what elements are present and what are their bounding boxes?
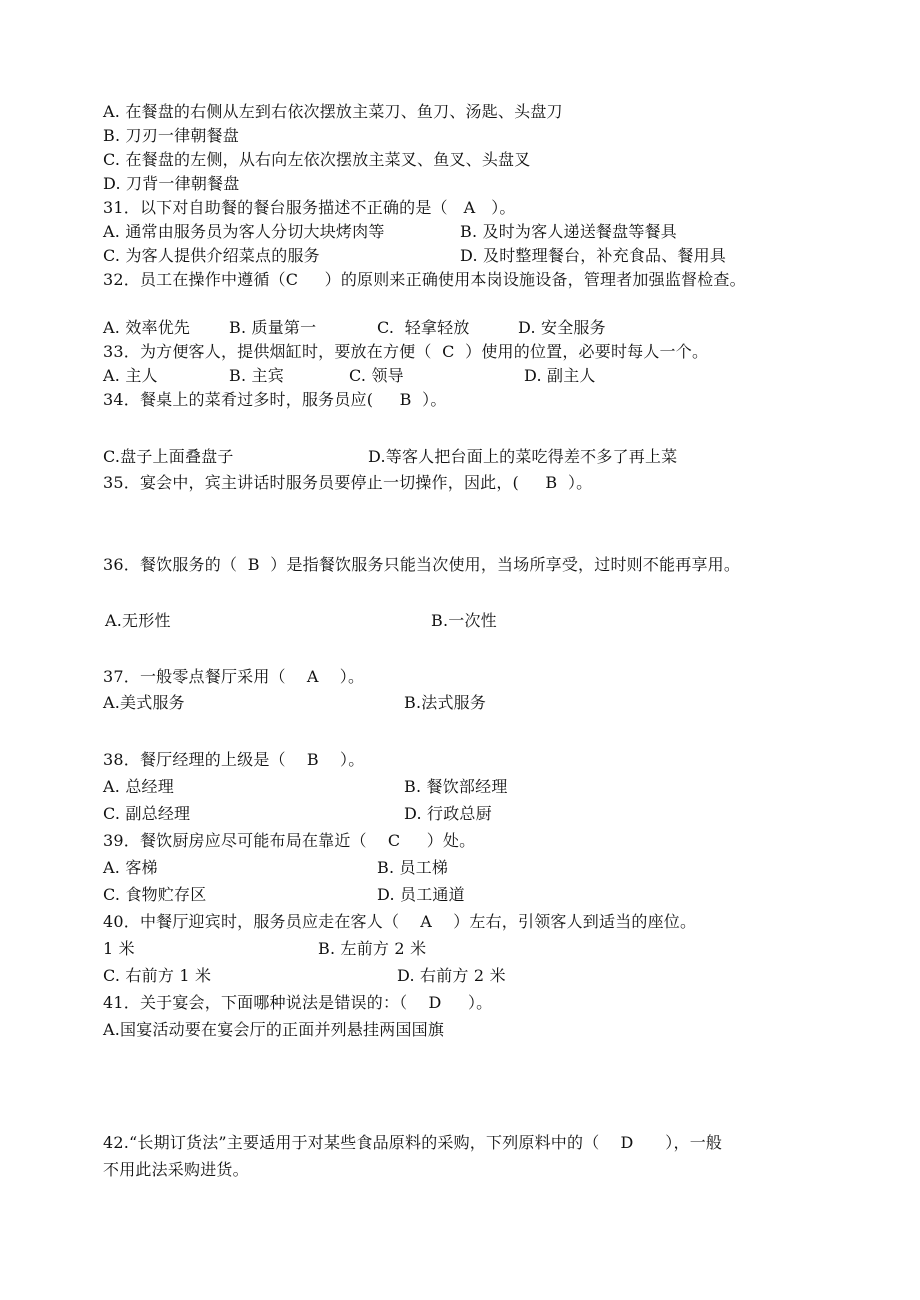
q31-option-b: B. 及时为客人递送餐盘等餐具 [460,222,677,241]
q42-stem-line2: 不用此法采购进货。 [103,1160,249,1179]
q39-option-c: C. 食物贮存区 [103,885,207,904]
q30-option-d: D. 刀背一律朝餐盘 [103,174,240,193]
q37-stem: 37．一般零点餐厅采用（ A ）。 [103,667,365,686]
q36-option-b: B.一次性 [431,611,497,630]
q42-stem-line1: 42.“长期订货法”主要适用于对某些食品原料的采购，下列原料中的（ D ），一般 [103,1133,723,1152]
q30-option-b: B. 刀刃一律朝餐盘 [103,126,239,145]
q38-option-c: C. 副总经理 [103,804,191,823]
q39-option-a: A. 客梯 [103,858,158,877]
q30-option-a: A. 在餐盘的右侧从左到右依次摆放主菜刀、鱼刀、汤匙、头盘刀 [103,102,563,121]
q39-option-d: D. 员工通道 [377,885,465,904]
q31-option-c: C. 为客人提供介绍菜点的服务 [103,246,320,265]
q38-option-a: A. 总经理 [103,777,174,796]
q40-option-c: C. 右前方 1 米 [103,966,212,985]
q39-stem: 39．餐饮厨房应尽可能布局在靠近（ C ）处。 [103,831,476,850]
q37-option-b: B.法式服务 [404,693,487,712]
q38-option-b: B. 餐饮部经理 [404,777,508,796]
q37-option-a: A.美式服务 [103,693,185,712]
q32-option-b: B. 质量第一 [229,318,317,337]
q32-option-c: C. 轻拿轻放 [377,318,470,337]
q34-option-d: D.等客人把台面上的菜吃得差不多了再上菜 [368,447,678,466]
q38-option-d: D. 行政总厨 [404,804,492,823]
q36-option-a: A.无形性 [105,611,171,630]
q40-option-a: 1 米 [103,939,135,958]
q33-option-a: A. 主人 [103,366,158,385]
q40-stem: 40．中餐厅迎宾时，服务员应走在客人（ A ）左右，引领客人到适当的座位。 [103,912,697,931]
q40-option-d: D. 右前方 2 米 [397,966,506,985]
q32-stem: 32．员工在操作中遵循（C ）的原则来正确使用本岗设施设备，管理者加强监督检查。 [103,270,746,289]
q33-option-c: C. 领导 [349,366,404,385]
q31-option-d: D. 及时整理餐台，补充食品、餐用具 [460,246,727,265]
q35-stem: 35．宴会中，宾主讲话时服务员要停止一切操作，因此，( B ）。 [103,473,593,492]
q32-option-a: A. 效率优先 [103,318,191,337]
q38-stem: 38．餐厅经理的上级是（ B ）。 [103,750,365,769]
q32-option-d: D. 安全服务 [518,318,606,337]
q36-stem: 36．餐饮服务的（ B ）是指餐饮服务只能当次使用，当场所享受，过时则不能再享用。 [103,555,741,574]
q41-option-a: A.国宴活动要在宴会厅的正面并列悬挂两国国旗 [103,1020,445,1039]
q33-option-b: B. 主宾 [229,366,284,385]
q31-option-a: A. 通常由服务员为客人分切大块烤肉等 [103,222,385,241]
q30-option-c: C. 在餐盘的左侧，从右向左依次摆放主菜叉、鱼叉、头盘叉 [103,150,531,169]
q31-stem: 31．以下对自助餐的餐台服务描述不正确的是（ A ）。 [103,198,516,217]
q33-option-d: D. 副主人 [524,366,596,385]
q40-option-b: B. 左前方 2 米 [318,939,427,958]
q41-stem: 41．关于宴会，下面哪种说法是错误的：（ D ）。 [103,993,493,1012]
q34-option-c: C.盘子上面叠盘子 [103,447,234,466]
q33-stem: 33．为方便客人，提供烟缸时，要放在方便（ C ）使用的位置，必要时每人一个。 [103,342,709,361]
q34-stem: 34．餐桌上的菜肴过多时，服务员应( B ）。 [103,390,447,409]
q39-option-b: B. 员工梯 [377,858,449,877]
